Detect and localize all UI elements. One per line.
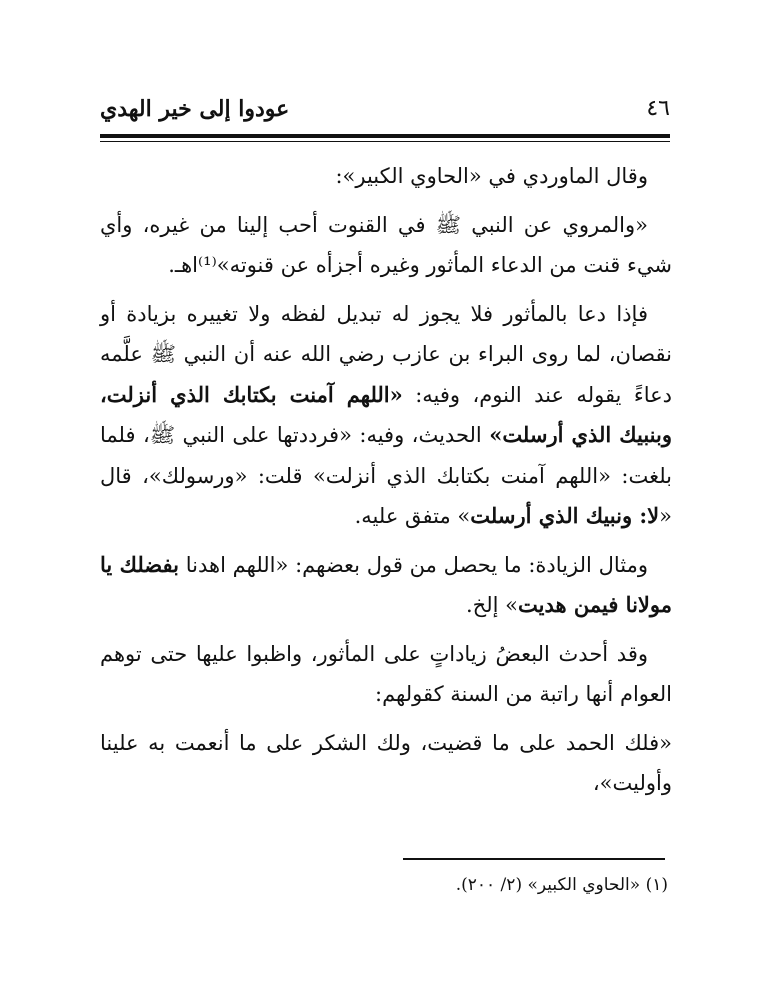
text-run: ومثال الزيادة: ما يحصل من قول بعضهم: «اللهم اهدنا xyxy=(178,552,648,577)
paragraph-6 xyxy=(100,723,672,804)
footnote-rule xyxy=(403,858,665,860)
running-title: عودوا إلى خير الهدي xyxy=(100,96,290,122)
text-run: الحديث، وفيه: «فرددتها على النبي ﷺ، فلما بلغت: «اللهم آمنت بكتابك الذي أنزلت» قلت: «ورسولك»، قال « xyxy=(100,423,672,528)
text-run-bold: لا: ونبيك الذي أرسلت xyxy=(470,503,660,528)
paragraph-5 xyxy=(100,634,672,715)
paragraph-2 xyxy=(100,205,672,286)
text-run: فإذا دعا بالمأثور فلا يجوز له تبديل لفظه ولا تغييره بزيادة أو نقصان، لما روى البراء بن عازب رضي الله عنه أن النبي ﷺ علَّمه دعاءً يقوله عند النوم، وفيه: xyxy=(100,301,672,407)
text-run: وقال الماوردي في «الحاوي الكبير»: xyxy=(335,164,648,188)
text-run: » متفق عليه. xyxy=(354,504,471,528)
paragraph-1 xyxy=(100,156,672,197)
text-run: وأي شيء قنت من الدعاء المأثور وغيره أجزأه عن قنوته»⁽¹⁾اهـ. xyxy=(100,212,672,277)
header-rule-thick xyxy=(100,134,670,138)
text-run: وقد أحدث البعضُ زياداتٍ على المأثور، واظبوا عليها حتى توهم العوام أنها راتبة من السنة كقولهم: xyxy=(100,641,672,706)
body-text xyxy=(100,156,672,804)
page-header xyxy=(100,92,670,132)
paragraph-3 xyxy=(100,294,672,537)
footnote: (١) «الحاوي الكبير» (٢/ ٢٠٠). xyxy=(455,875,668,895)
page-number: ٤٦ xyxy=(646,96,670,121)
text-run: » إلخ. xyxy=(465,593,518,617)
text-run-bold: بفضلك يا مولانا فيمن هديت xyxy=(100,551,672,617)
text-run-bold: «اللهم آمنت بكتابك الذي أنزلت، وبنبيك الذي أرسلت» xyxy=(100,381,673,447)
text-run: «فلك الحمد على ما قضيت، ولك الشكر على ما أنعمت به علينا وأوليت»، xyxy=(100,730,672,795)
header-rule-thin xyxy=(100,141,670,142)
paragraph-4 xyxy=(100,545,672,626)
text-run: «والمروي عن النبي ﷺ في القنوت أحب إلينا من غيره، xyxy=(132,212,648,237)
